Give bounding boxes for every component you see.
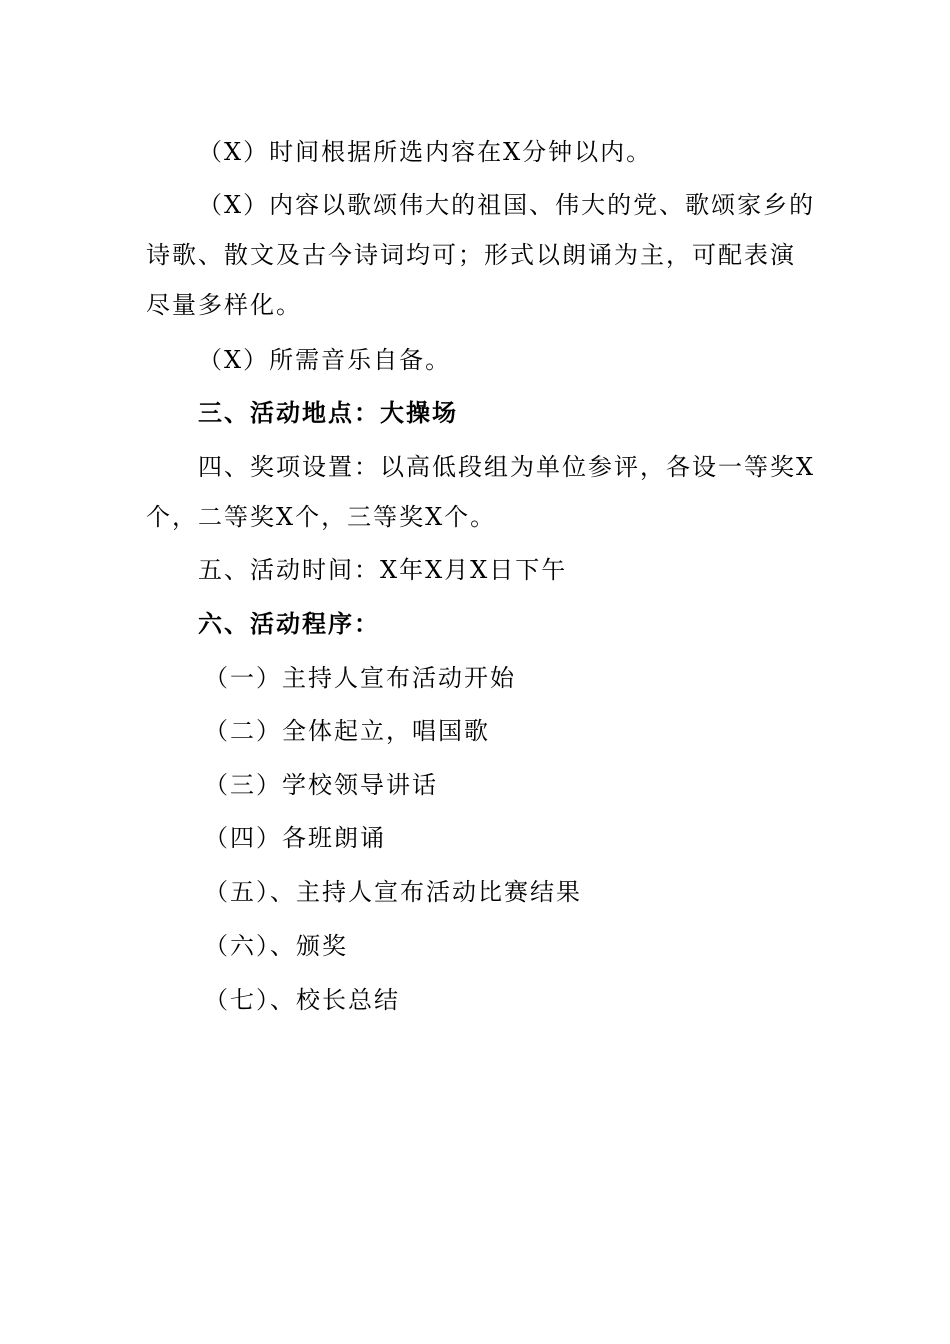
section-awards-line-2: 个，二等奖X个，三等奖X个。 — [146, 503, 497, 531]
section-heading-procedure: 六、活动程序： — [198, 609, 380, 638]
procedure-item: （一）主持人宣布活动开始 — [204, 664, 516, 692]
procedure-item: （六）、颁奖 — [204, 932, 348, 960]
procedure-item: （二）全体起立，唱国歌 — [204, 717, 490, 745]
section-activity-time: 五、活动时间：X年X月X日下午 — [198, 556, 568, 584]
paragraph-music: （X）所需音乐自备。 — [198, 346, 452, 374]
section-heading-location: 三、活动地点：大操场 — [198, 398, 458, 427]
procedure-item: （四）各班朗诵 — [204, 824, 386, 852]
procedure-item: （五）、主持人宣布活动比赛结果 — [204, 878, 582, 906]
paragraph-content-line-3: 尽量多样化。 — [146, 291, 302, 319]
procedure-item: （三）学校领导讲话 — [204, 771, 438, 799]
paragraph-content-line-2: 诗歌、散文及古今诗词均可；形式以朗诵为主，可配表演 — [146, 241, 796, 269]
procedure-item: （七）、校长总结 — [204, 986, 400, 1014]
paragraph-content-line-1: （X）内容以歌颂伟大的祖国、伟大的党、歌颂家乡的 — [198, 191, 816, 219]
section-awards-line-1: 四、奖项设置：以高低段组为单位参评，各设一等奖X — [198, 453, 816, 481]
paragraph-time-limit: （X）时间根据所选内容在X分钟以内。 — [198, 138, 653, 166]
